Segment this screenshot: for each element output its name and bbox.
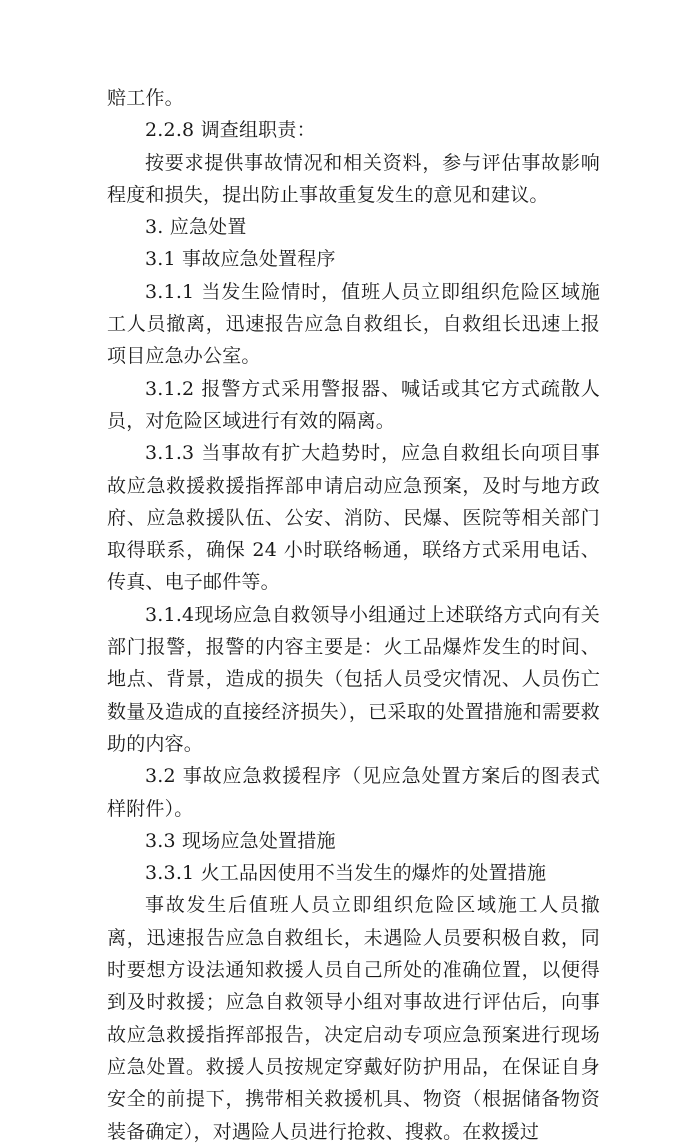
paragraph: 3.1.1 当发生险情时，值班人员立即组织危险区域施工人员撤离，迅速报告应急自救组长，自救组长迅速上报项目应急办公室。 <box>107 280 600 368</box>
paragraph: 3.1.2 报警方式采用警报器、喊话或其它方式疏散人员，对危险区域进行有效的隔离。 <box>107 377 600 432</box>
section-heading: 2.2.8 调查组职责： <box>145 119 316 142</box>
section-heading: 3.1 事故应急处置程序 <box>145 248 336 271</box>
section-heading: 3.3 现场应急处置措施 <box>145 829 336 852</box>
paragraph: 按要求提供事故情况和相关资料，参与评估事故影响程度和损失，提出防止事故重复发生的意见和建议。 <box>107 151 600 206</box>
paragraph: 3.1.3 当事故有扩大趋势时，应急自救组长向项目事故应急救援救援指挥部申请启动应急预案，及时与地方政府、应急救援队伍、公安、消防、民爆、医院等相关部门取得联系，确保 24 小时联络畅通，联络方式采用电话、传真、电子邮件等。 <box>107 442 600 594</box>
document-body <box>107 82 600 1148</box>
section-heading: 3. 应急处置 <box>145 216 247 239</box>
paragraph: 3.1.4现场应急自救领导小组通过上述联络方式向有关部门报警，报警的内容主要是：火工品爆炸发生的时间、地点、背景，造成的损失（包括人员受灾情况、人员伤亡数量及造成的直接经济损失），已采取的处置措施和需要救助的内容。 <box>107 603 600 755</box>
section-heading: 3.3.1 火工品因使用不当发生的爆炸的处置措施 <box>145 862 547 885</box>
paragraph: 事故发生后值班人员立即组织危险区域施工人员撤离，迅速报告应急自救组长，未遇险人员要积极自救，同时要想方设法通知救援人员自己所处的准确位置，以便得到及时救援；应急自救领导小组对事故进行评估后，向事故应急救援指挥部报告，决定启动专项应急预案进行现场应急处置。救援人员按规定穿戴好防护用品，在保证自身安全的前提下，携带相关救援机具、物资（根据储备物资装备确定），对遇险人员进行抢救、搜救。在救援过 <box>107 894 600 1143</box>
paragraph: 赔工作。 <box>107 87 184 109</box>
paragraph: 3.2 事故应急救援程序（见应急处置方案后的图表式样附件）。 <box>107 765 600 820</box>
